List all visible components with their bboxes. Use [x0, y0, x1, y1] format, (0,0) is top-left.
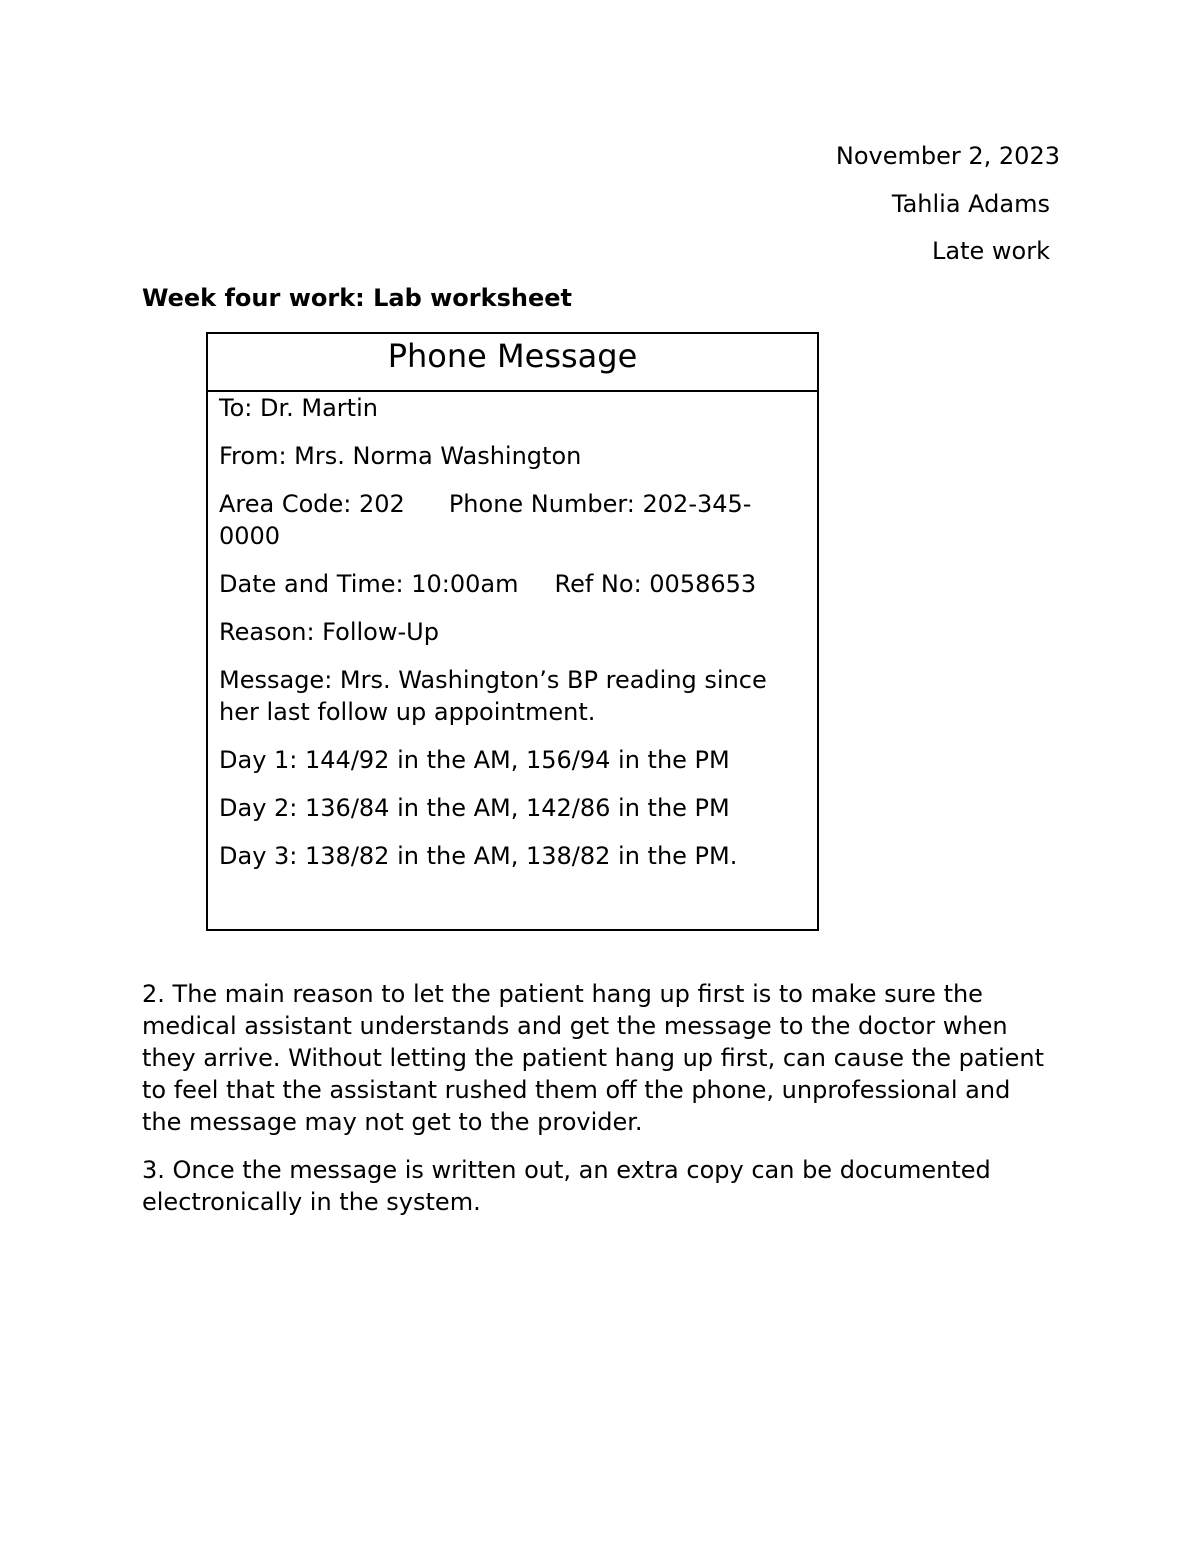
field-day-2: Day 2: 136/84 in the AM, 142/86 in the PM — [219, 794, 730, 822]
field-date-ref-row — [219, 568, 807, 600]
field-phone-row — [219, 488, 807, 552]
field-message: Message: Mrs. Washington’s BP reading since her last follow up appointment. — [219, 666, 767, 726]
field-ref-no: Ref No: 0058653 — [554, 570, 757, 598]
field-reason: Reason: Follow-Up — [219, 618, 439, 646]
header-date: November 2, 2023 — [835, 142, 1060, 170]
field-to: To: Dr. Martin — [219, 394, 378, 422]
phone-message-heading: Phone Message — [208, 334, 817, 392]
field-phone-number: Phone Number: 202-345-0000 — [219, 490, 752, 550]
answer-question-3: 3. Once the message is written out, an extra copy can be documented electronically in the system. — [142, 1156, 991, 1216]
field-date-time: Date and Time: 10:00am — [219, 570, 519, 598]
phone-message-body — [208, 392, 817, 872]
header-note: Late work — [932, 237, 1050, 265]
header-student-name: Tahlia Adams — [891, 190, 1050, 218]
field-from: From: Mrs. Norma Washington — [219, 442, 582, 470]
document-title: Week four work: Lab worksheet — [142, 284, 572, 312]
field-area-code: Area Code: 202 — [219, 490, 405, 518]
field-day-1: Day 1: 144/92 in the AM, 156/94 in the PM — [219, 746, 730, 774]
phone-message-box — [206, 332, 819, 931]
field-day-3: Day 3: 138/82 in the AM, 138/82 in the PM. — [219, 842, 738, 870]
answer-question-2: 2. The main reason to let the patient hang up first is to make sure the medical assistant understands and get the message to the doctor when they arrive. Without letting the patient hang up first, can cause the patient to feel that the assistant rushed them off the phone, unprofessional and the message may not get to the provider. — [142, 980, 1045, 1136]
